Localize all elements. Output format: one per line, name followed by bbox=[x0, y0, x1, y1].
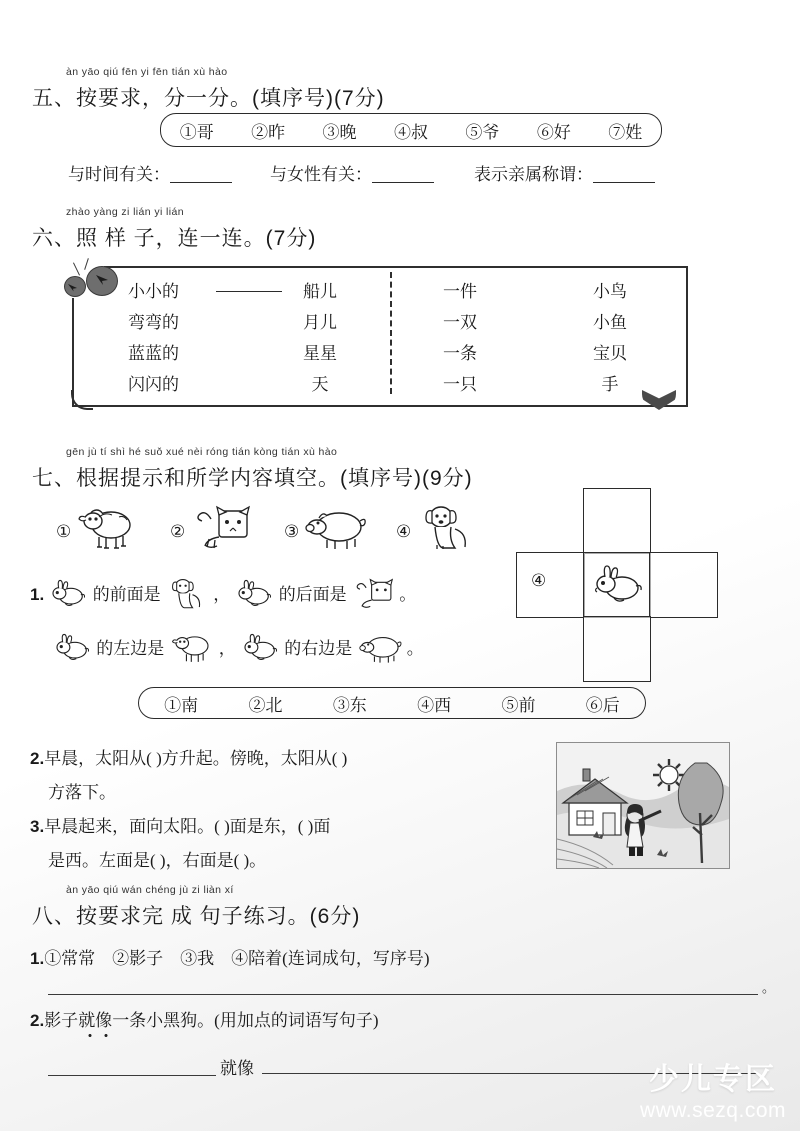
animal-item-sheep bbox=[56, 505, 139, 551]
match-item[interactable]: 弯弯的 bbox=[128, 313, 179, 332]
q2-text-dotted: 就像 bbox=[78, 1011, 113, 1030]
section7-q2-line2: 方落下。 bbox=[48, 783, 116, 802]
section7-title: 七、根据提示和所学内容填空。(填序号)(9分) bbox=[32, 467, 473, 490]
q1-text-part: ， bbox=[213, 585, 231, 604]
section7-q2-line1 bbox=[30, 744, 347, 769]
answer-end-mark: 。 bbox=[762, 980, 776, 995]
answer-line-2a[interactable] bbox=[48, 1075, 216, 1076]
animal-item-cat bbox=[170, 505, 253, 551]
option-item[interactable]: ①哥 bbox=[179, 122, 214, 142]
match-item[interactable]: 一只 bbox=[443, 375, 477, 394]
section5-pinyin: àn yāo qiú fēn yi fēn tián xù hào bbox=[66, 66, 228, 78]
animal-number: ① bbox=[56, 522, 72, 541]
option-item[interactable]: ⑤爷 bbox=[465, 122, 500, 142]
answer-blank[interactable] bbox=[372, 182, 434, 183]
section8-pinyin: àn yāo qiú wán chéng jù zi liàn xí bbox=[66, 884, 234, 896]
match-item[interactable]: 小小的 bbox=[128, 282, 179, 301]
question-number: 2. bbox=[30, 749, 45, 768]
q1-text-part: 的左边是 bbox=[96, 639, 165, 658]
house-girl-sun-tree-icon bbox=[557, 743, 729, 868]
q1-text-part: 的右边是 bbox=[284, 639, 353, 658]
answer-word: 就像 bbox=[220, 1059, 254, 1078]
match-right-measures bbox=[428, 276, 492, 400]
option-item[interactable]: ④叔 bbox=[393, 122, 428, 142]
cat-icon bbox=[189, 505, 253, 551]
match-item[interactable]: 船儿 bbox=[303, 282, 337, 301]
sample-match-line bbox=[216, 291, 282, 292]
direction-option[interactable]: ⑤前 bbox=[501, 695, 536, 715]
watermark-url: www.sezq.com bbox=[639, 1099, 786, 1122]
q1-text: ①常常 ②影子 ③我 ④陪着(连词成句，写序号) bbox=[44, 949, 430, 968]
blank-label: 表示亲属称谓： bbox=[474, 165, 593, 184]
cherry-decoration-icon bbox=[64, 258, 124, 298]
q3-text[interactable]: 早晨起来，面向太阳。( )面是东，( )面 bbox=[44, 817, 331, 836]
answer-blank[interactable] bbox=[170, 182, 232, 183]
q2-text-after: 一条小黑狗。(用加点的词语写句子) bbox=[112, 1011, 379, 1030]
direction-option[interactable]: ⑥后 bbox=[585, 695, 620, 715]
animal-number: ② bbox=[170, 522, 186, 541]
match-item[interactable]: 月儿 bbox=[303, 313, 337, 332]
match-item[interactable]: 小鸟 bbox=[593, 282, 627, 301]
rabbit-icon bbox=[592, 564, 644, 606]
column-divider bbox=[390, 272, 392, 394]
frame-right-border bbox=[686, 266, 688, 407]
direction-option[interactable]: ①南 bbox=[164, 695, 199, 715]
question-number: 1. bbox=[30, 949, 45, 968]
cross-cell-center[interactable] bbox=[583, 552, 651, 618]
leaf-arrow-icon bbox=[642, 390, 676, 410]
section5-option-box bbox=[160, 113, 662, 147]
cross-cell-bottom[interactable] bbox=[583, 616, 651, 682]
match-item[interactable]: 一件 bbox=[443, 282, 477, 301]
section7-q3-line2[interactable]: 是西。左面是( )，右面是( )。 bbox=[48, 851, 267, 870]
direction-option[interactable]: ②北 bbox=[248, 695, 283, 715]
animal-item-dog bbox=[396, 505, 479, 551]
option-item[interactable]: ②昨 bbox=[251, 122, 286, 142]
match-left-nouns bbox=[288, 276, 352, 400]
rabbit-icon bbox=[240, 633, 280, 663]
direction-option-box bbox=[138, 687, 646, 719]
q2-text[interactable]: 早晨，太阳从( )方升起。傍晚，太阳从( ) bbox=[44, 749, 348, 768]
pig-icon bbox=[303, 505, 367, 551]
animal-item-pig bbox=[284, 505, 367, 551]
answer-blank[interactable] bbox=[593, 182, 655, 183]
pig-icon bbox=[357, 632, 403, 664]
section5-blank-group-2 bbox=[270, 160, 434, 185]
frame-bottom-border bbox=[72, 405, 688, 407]
q1-text-part: 。 bbox=[399, 585, 417, 604]
match-item[interactable]: 天 bbox=[311, 375, 329, 394]
frame-left-border bbox=[72, 298, 74, 405]
blank-label: 与女性有关： bbox=[270, 165, 372, 184]
match-item[interactable]: 蓝蓝的 bbox=[128, 344, 179, 363]
cross-cell-top[interactable] bbox=[583, 488, 651, 554]
question-number: 1. bbox=[30, 585, 45, 604]
rabbit-icon bbox=[234, 579, 274, 609]
q1-text-part: ， bbox=[218, 639, 236, 658]
match-right-nouns bbox=[578, 276, 642, 400]
section5-blank-group-3 bbox=[474, 160, 655, 185]
answer-line-1[interactable] bbox=[48, 994, 758, 995]
option-item[interactable]: ⑦姓 bbox=[608, 122, 643, 142]
section5-title: 五、按要求，分一分。(填序号)(7分) bbox=[32, 87, 385, 110]
match-item[interactable]: 一双 bbox=[443, 313, 477, 332]
section8-q2 bbox=[30, 1006, 379, 1031]
sheep-icon bbox=[169, 632, 215, 664]
direction-option[interactable]: ④西 bbox=[417, 695, 452, 715]
cross-grid-diagram bbox=[516, 488, 716, 680]
section7-q3-line1 bbox=[30, 812, 330, 837]
watermark bbox=[640, 1065, 786, 1123]
section5-blank-group-1 bbox=[68, 160, 232, 185]
frame-top-border bbox=[104, 266, 688, 268]
match-item[interactable]: 星星 bbox=[303, 344, 337, 363]
scene-illustration bbox=[556, 742, 730, 869]
cross-cell-right[interactable] bbox=[649, 552, 718, 618]
section7-pinyin: gēn jù tí shì hé suǒ xué nèi róng tián kòng tián xù hào bbox=[66, 446, 338, 458]
cross-cell-left[interactable] bbox=[516, 552, 585, 618]
section8-title: 八、按要求完 成 句子练习。(6分) bbox=[32, 905, 361, 928]
q1-text-part: 。 bbox=[406, 639, 424, 658]
dog-icon bbox=[165, 578, 209, 610]
rabbit-icon bbox=[52, 633, 92, 663]
cat-icon bbox=[351, 578, 395, 610]
rabbit-icon bbox=[48, 579, 88, 609]
dog-icon bbox=[415, 505, 479, 551]
section7-q1-line1 bbox=[30, 578, 416, 610]
match-item[interactable]: 闪闪的 bbox=[128, 375, 179, 394]
frame-corner-round bbox=[71, 390, 93, 410]
animal-number: ③ bbox=[284, 522, 300, 541]
cross-cell-left-label: ④ bbox=[531, 571, 547, 590]
option-item[interactable]: ③晚 bbox=[322, 122, 357, 142]
option-item[interactable]: ⑥好 bbox=[536, 122, 571, 142]
q1-text-part: 的后面是 bbox=[278, 585, 347, 604]
animal-number: ④ bbox=[396, 522, 412, 541]
section6-title: 六、照 样 子，连一连。(7分) bbox=[32, 227, 317, 250]
section6-pinyin: zhào yàng zi lián yi lián bbox=[66, 206, 184, 218]
section8-q1 bbox=[30, 944, 430, 969]
question-number: 3. bbox=[30, 817, 45, 836]
q2-text-before: 影子 bbox=[44, 1011, 79, 1030]
watermark-brand: 少儿专区 bbox=[648, 1063, 777, 1096]
sheep-icon bbox=[75, 505, 139, 551]
match-item[interactable]: 小鱼 bbox=[593, 313, 627, 332]
section7-q1-line2 bbox=[52, 632, 424, 664]
blank-label: 与时间有关： bbox=[68, 165, 170, 184]
direction-option[interactable]: ③东 bbox=[332, 695, 367, 715]
match-item[interactable]: 宝贝 bbox=[593, 344, 627, 363]
match-left-adjectives bbox=[128, 276, 212, 400]
question-number: 2. bbox=[30, 1011, 45, 1030]
match-item[interactable]: 手 bbox=[601, 375, 619, 394]
q1-text-part: 的前面是 bbox=[92, 585, 161, 604]
match-item[interactable]: 一条 bbox=[443, 344, 477, 363]
